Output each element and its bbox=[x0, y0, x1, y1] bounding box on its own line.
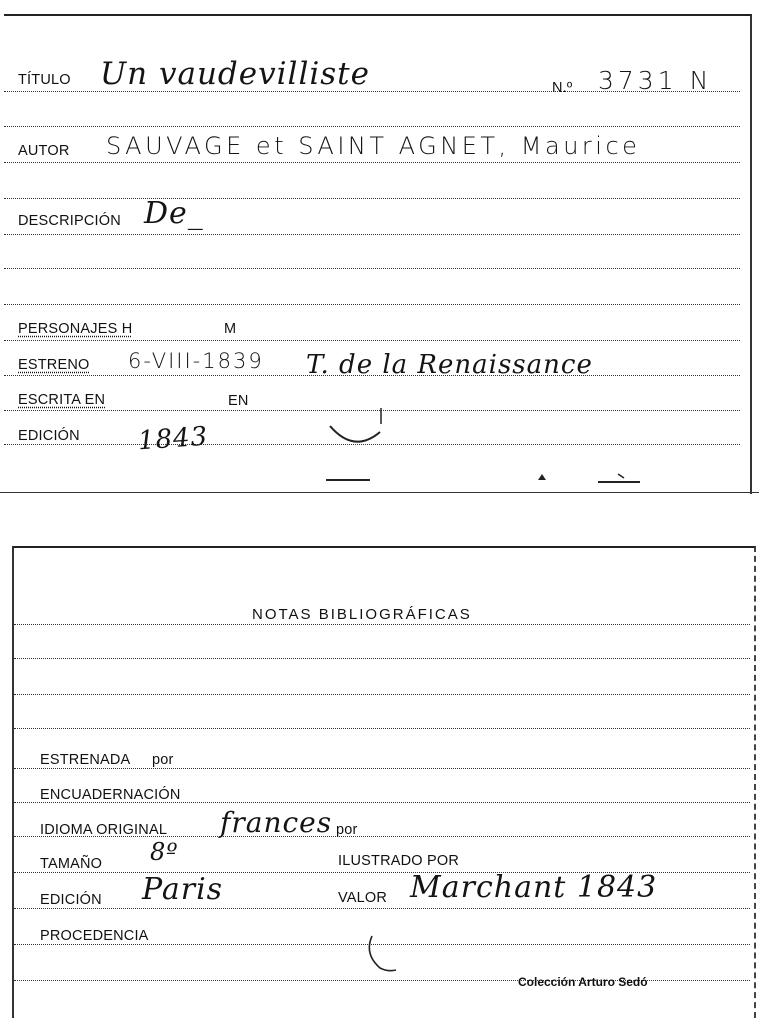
collection-credit: Colección Arturo Sedó bbox=[518, 975, 648, 989]
personajes-label: PERSONAJES H bbox=[18, 321, 133, 337]
titulo-label: TÍTULO bbox=[18, 72, 71, 88]
escrita-label: ESCRITA EN bbox=[18, 392, 106, 408]
catalog-card-front bbox=[4, 14, 752, 494]
tamano-value: 8º bbox=[150, 838, 179, 866]
edicion-back-value: Paris bbox=[142, 872, 224, 907]
ruled-line bbox=[14, 624, 750, 625]
descripcion-label: DESCRIPCIÓN bbox=[18, 213, 121, 229]
punch-hole-arc bbox=[362, 932, 412, 976]
estrenada-por: por bbox=[152, 752, 174, 768]
punch-hole-arc bbox=[326, 398, 386, 448]
escrita-en-label: EN bbox=[228, 393, 249, 409]
estreno-date: 6-VIII-1839 bbox=[128, 349, 264, 373]
ruled-line bbox=[4, 126, 740, 127]
edicion-label: EDICIÓN bbox=[18, 428, 80, 444]
ruled-line bbox=[4, 340, 740, 341]
encuadernacion-label: ENCUADERNACIÓN bbox=[40, 787, 181, 803]
ruled-line bbox=[14, 658, 750, 659]
catalog-card-back bbox=[12, 546, 756, 1018]
titulo-value: Un vaudevilliste bbox=[100, 56, 370, 92]
numero-value: 3731 N bbox=[598, 66, 713, 95]
ruled-line bbox=[4, 162, 740, 163]
estreno-place: T. de la Renaissance bbox=[306, 350, 593, 380]
ruled-line bbox=[4, 268, 740, 269]
idioma-label: IDIOMA ORIGINAL bbox=[40, 822, 168, 838]
valor-label: VALOR bbox=[338, 890, 388, 906]
ruled-line bbox=[14, 694, 750, 695]
ruled-line bbox=[14, 768, 750, 769]
card-divider bbox=[0, 492, 759, 493]
procedencia-label: PROCEDENCIA bbox=[40, 928, 149, 944]
estreno-label: ESTRENO bbox=[18, 357, 90, 373]
scan-marks bbox=[322, 466, 662, 490]
numero-label: N.º bbox=[552, 80, 573, 96]
tamano-label: TAMAÑO bbox=[40, 856, 103, 872]
ilustrado-label: ILUSTRADO POR bbox=[338, 853, 460, 869]
descripcion-value: De_ bbox=[144, 196, 204, 231]
estrenada-label: ESTRENADA bbox=[40, 752, 131, 768]
ruled-line bbox=[4, 234, 740, 235]
autor-label: AUTOR bbox=[18, 143, 70, 159]
ruled-line bbox=[4, 198, 740, 199]
edicion-value: 1843 bbox=[137, 421, 210, 457]
ruled-line bbox=[14, 908, 750, 909]
valor-value: Marchant 1843 bbox=[410, 870, 658, 905]
autor-value: SAUVAGE et SAINT AGNET, Maurice bbox=[106, 132, 641, 160]
ruled-line bbox=[4, 304, 740, 305]
personajes-m-label: M bbox=[224, 321, 237, 337]
edicion-back-label: EDICIÓN bbox=[40, 892, 102, 908]
ruled-line bbox=[14, 728, 750, 729]
notas-title: NOTAS BIBLIOGRÁFICAS bbox=[252, 606, 472, 623]
idioma-por: por bbox=[336, 822, 358, 838]
idioma-value: frances bbox=[220, 806, 333, 839]
